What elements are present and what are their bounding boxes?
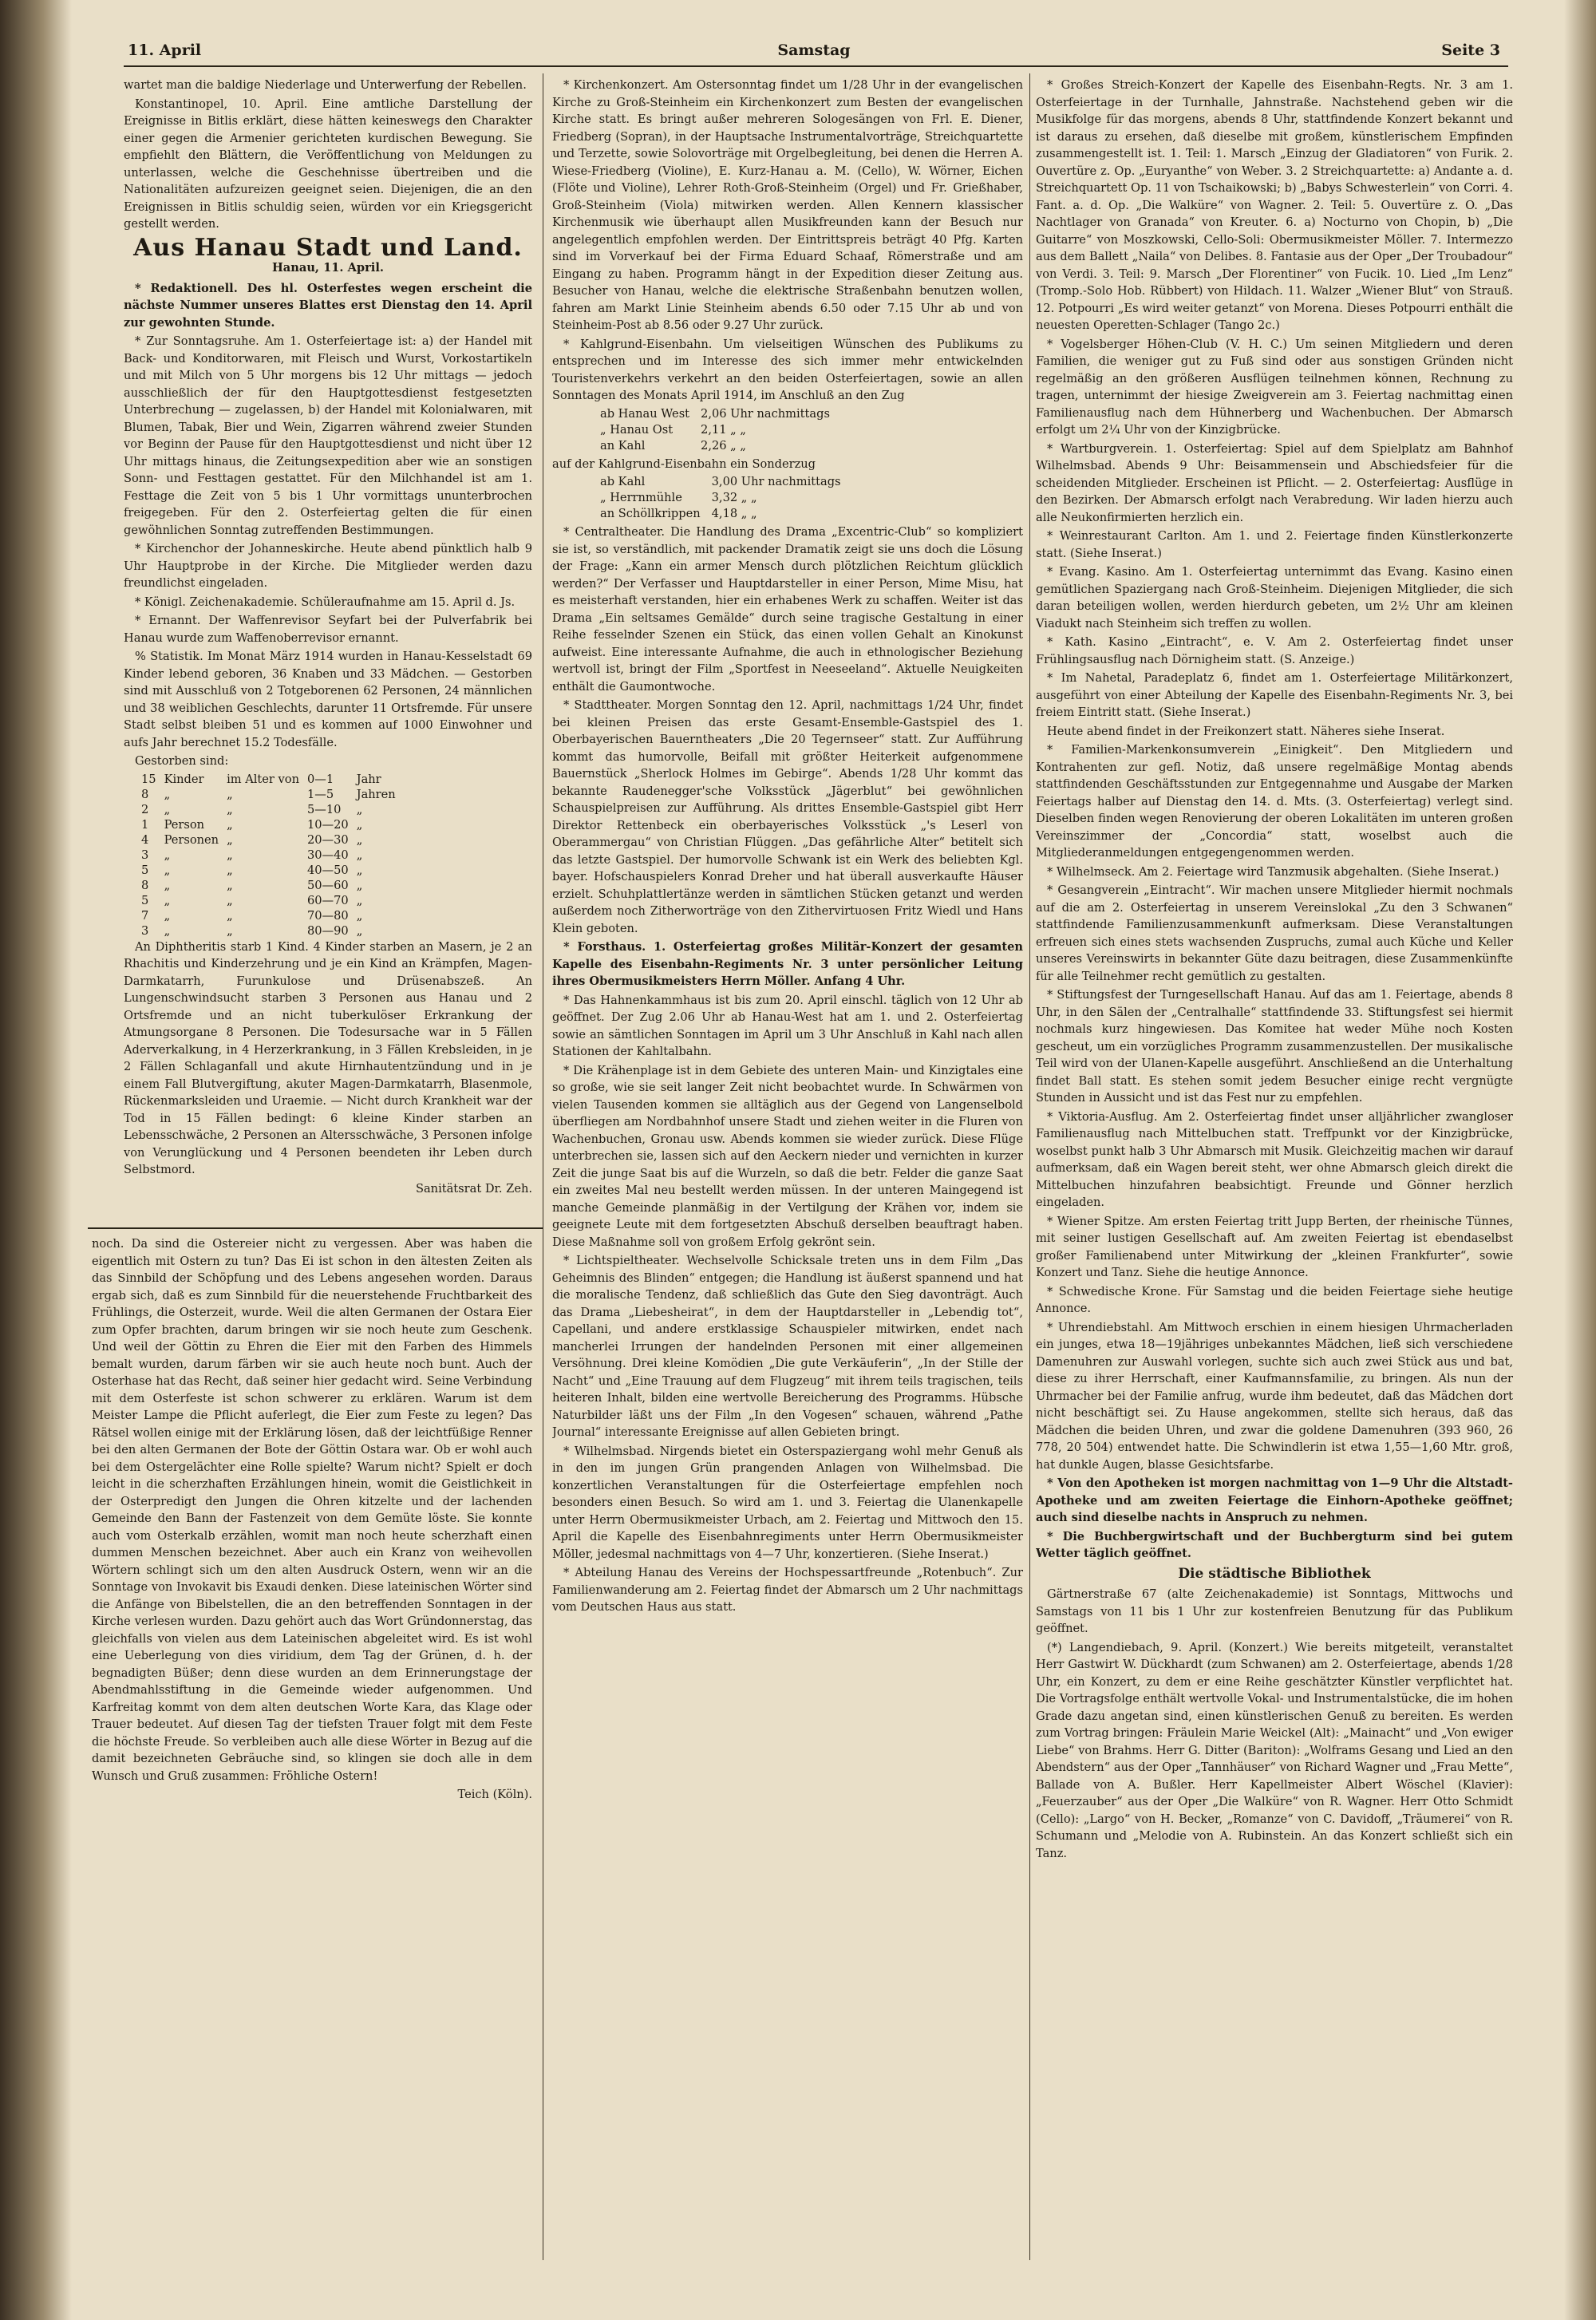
article-diphtheritis: An Diphtheritis starb 1 Kind. 4 Kinder starben an Masern, je 2 an Rhachitis und Kinderzehrung und je ein Kind an Krämpfen, Magen-Darmkatarrh, Furunkulose und Drüsenabszeß. An Lungenschwindsucht starben 3 Personen aus Hanau und 2 Ortsfremde und an nicht tuberkulöser Erkrankung der Atmungsorgane 8 Personen. Die Todesursache war in 5 Fällen Aderverkalkung, in 4 Herzerkrankung, in 3 Fällen Krebsleiden, in je 2 Fällen Schlaganfall und akute Hirnhautentzündung und in je einem Fall Blutvergiftung, akuter Magen-Darmkatarrh, Blasenmole, Rückenmarksleiden und Uraemie. — Nicht durch Krankheit war der Tod in 15 Fällen bedingt: 6 kleine Kinder starben an Lebensschwäche, 2 Personen an Altersschwäche, 3 Personen infolge von Verunglückung und 4 Personen beendeten ihr Leben durch Selbstmord. xyxy=(124,939,532,1176)
article-heute-abend: Heute abend findet in der Freikonzert statt. Näheres siehe Inserat. xyxy=(1047,724,1445,738)
article-langendiebach: (*) Langendiebach, 9. April. (Konzert.) Wie bereits mitgeteilt, veranstaltet Herr Gastwirt W. Dückhardt (zum Schwanen) am 2. Osterfeiertage, abends 1/28 Uhr, ein Konzert, zu dem er eine Reihe geschätzter Künstler verpflichtet hat. Die Vortragsfolge enthält wertvolle Vokal- und Instrumentalstücke, die im hohen Grade dazu angetan sind, einen künstlerischen Genuß zu bereiten. Es werden zum Vortrag bringen: Fräulein Marie Weickel (Alt): „Mainacht“ und „Von ewiger Liebe“ von Brahms. Herr G. Ditter (Bariton): „Wolframs Gesang und Lied an den Abendstern“ aus der Oper „Tannhäuser“ von Richard Wagner und „Frau Mette“, Ballade von A. Bußler. Herr Kapellmeister Albert Wöschel (Klavier): „Feuerzauber“ aus der Oper „Die Walküre“ von R. Wagner. Herr Otto Schmidt (Cello): „Largo“ von H. Becker, „Romanze“ von C. Davidoff, „Träumerei“ von R. Schumann und „Melodie von A. Rubinstein. An das Konzert schließt sich ein Tanz. xyxy=(1036,1640,1513,1860)
table-cell: 3,00 Uhr nachmittags xyxy=(711,475,841,488)
article-paragraph: wartet man die baldige Niederlage und Unterwerfung der Rebellen. xyxy=(124,78,527,92)
table-cell: 2,11 „ „ xyxy=(701,422,746,437)
table-cell: 40—50 xyxy=(306,863,349,877)
timetable-1 xyxy=(600,406,841,454)
article-sonntagsruhe: * Zur Sonntagsruhe. Am 1. Osterfeiertage ist: a) der Handel mit Back- und Konditorwaren, mit Fleisch und Wurst, Vorkostartikeln und mit Milch von 5 Uhr morgens bis 12 Uhr mittags — jedoch ausschließlich der für den Hauptgottesdienst festgesetzten Unterbrechung — zugelassen, b) der Handel mit Kolonialwaren, mit Blumen, Tabak, Bier und Wein, Zigarren während zweier Stunden vor Beginn der Pause für den Hauptgottesdienst und nicht über 12 Uhr mittags hinaus, die Zeitungsexpedition aber wie an sonstigen Sonn- und Festtagen gestattet. Für den Milchhandel ist am 1. Festtage die Zeit von 5 bis 1 Uhr vormittags ununterbrochen freigegeben. Für den 2. Osterfeiertag gelten die für einen gewöhnlichen Sonntag zutreffenden Bestimmungen. xyxy=(124,334,532,537)
table-cell: „ xyxy=(164,908,171,923)
table-cell: „ xyxy=(356,802,363,816)
table-cell: 70—80 xyxy=(306,908,349,923)
column-3 xyxy=(1036,77,1513,2247)
header-page-number: Seite 3 xyxy=(1441,41,1500,59)
table-cell: 4 xyxy=(141,832,149,847)
table-cell: „ xyxy=(356,908,363,923)
table-cell: „ xyxy=(227,787,233,801)
table-cell: ab Hanau West xyxy=(600,406,690,421)
table-cell: „ xyxy=(356,863,363,877)
statistics-row xyxy=(141,878,404,893)
table-cell: 8 xyxy=(141,878,149,892)
column-divider xyxy=(1029,73,1030,2260)
table-cell: „ xyxy=(356,832,363,847)
article-weinrestaurant: * Weinrestaurant Carlton. Am 1. und 2. Feiertage finden Künstlerkonzerte statt. (Siehe Inserat.) xyxy=(1036,529,1513,560)
page-edge-shadow xyxy=(1564,0,1596,2320)
table-cell: 0—1 xyxy=(306,772,334,786)
table-cell: 2,06 Uhr nachmittags xyxy=(701,406,830,421)
article-hahnenkamm: * Das Hahnenkammhaus ist bis zum 20. April einschl. täglich von 12 Uhr ab geöffnet. Der Zug 2.06 Uhr ab Hanau-West hat am 1. und 2. Osterfeiertag sowie an sämtlichen Sonntagen im April um 3 Uhr Anschluß in Kahl nach allen Stationen der Kahltalbahn. xyxy=(552,993,1023,1058)
article-statistik: % Statistik. Im Monat März 1914 wurden in Hanau-Kesselstadt 69 Kinder lebend geboren, 36 Knaben und 33 Mädchen. — Gestorben sind mit Ausschluß von 2 Totgeborenen 62 Personen, 24 männlichen und 38 weiblichen Geschlechts, darunter 11 Ortsfremde. Für unsere Stadt selbst bleiben 51 und es kommen auf 1000 Einwohner und aufs Jahr berechnet 15.2 Todesfälle. xyxy=(124,650,532,749)
table-cell: „ Herrnmühle xyxy=(600,491,682,504)
article-viktoria: * Viktoria-Ausflug. Am 2. Osterfeiertag findet unser alljährlicher zwangloser Familienausflug nach Mittelbuchen statt. Treffpunkt vor der Kinzigbrücke, woselbst punkt halb 3 Uhr Abmarsch mit Musik. Gleichzeitig machen wir darauf aufmerksam, daß ein Wagen bereit steht, wer ohne Abmarsch gleich direkt die Mittelbuchen hinzufahren beabsichtigt. Freunde und Gönner herzlich eingeladen. xyxy=(1036,1109,1513,1209)
statistics-row xyxy=(141,908,404,923)
page-gutter-shadow xyxy=(0,0,72,2320)
timetable-row xyxy=(600,422,841,438)
table-cell: 10—20 xyxy=(306,817,349,832)
table-cell: Person xyxy=(164,817,205,832)
table-cell: 2,26 „ „ xyxy=(701,438,746,453)
article-forsthaus: * Forsthaus. 1. Osterfeiertag großes Militär-Konzert der gesamten Kapelle des Eisenbahn-Regiments Nr. 3 unter persönlicher Leitung ihres Obermusikmeisters Herrn Möller. Anfang 4 Uhr. xyxy=(552,940,1023,988)
statistics-table xyxy=(141,772,404,939)
statistics-row xyxy=(141,787,404,802)
article-wilhelmseck: * Wilhelmseck. Am 2. Feiertage wird Tanzmusik abgehalten. (Siehe Inserat.) xyxy=(1047,864,1499,879)
section-title: Aus Hanau Stadt und Land. xyxy=(133,233,523,262)
column-1 xyxy=(124,77,532,1222)
table-cell: Jahr xyxy=(356,772,381,786)
statistics-row xyxy=(141,923,404,939)
table-cell: Kinder xyxy=(164,772,204,786)
stat-label: Gestorben sind: xyxy=(135,754,229,768)
statistics-row xyxy=(141,817,404,832)
table-cell: „ xyxy=(356,817,363,832)
statistics-row xyxy=(141,832,404,848)
table-cell: 5 xyxy=(141,863,149,877)
table-cell: 4,18 „ „ xyxy=(711,507,757,520)
article-wilhelmsbad: * Wilhelmsbad. Nirgends bietet ein Osterspaziergang wohl mehr Genuß als in den im jungen Grün prangenden Anlagen von Wilhelmsbad. Die konzertlichen Veranstaltungen für die Osterfeiertage empfehlen noch besonders einen Besuch. So wird am 1. und 3. Feiertag die Ulanenkapelle unter Herrn Obermusikmeister Urbach, am 2. Feiertag und Mittwoch den 15. April die Kapelle des Eisenbahnregiments unter Herrn Obermusikmeister Möller, jedesmal nachmittags von 4—7 Uhr, konzertieren. (Siehe Inserat.) xyxy=(552,1444,1023,1561)
article-gesangverein: * Gesangverein „Eintracht“. Wir machen unsere Mitglieder hiermit nochmals auf die am 2. Osterfeiertag in unserem Vereinslokal „Zu den 3 Schwanen“ stattfindende Familienzusammenkunft aufmerksam. Diese Veranstaltungen erfreuen sich eines stets wachsenden Zuspruchs, zumal auch Küche und Keller unseres Vereinswirts in bekannter Güte dazu beitragen, diese Zusammenkünfte für alle Teilnehmer recht gemütlich zu gestalten. xyxy=(1036,883,1513,983)
table-cell: „ xyxy=(164,863,171,877)
kahlgrund-sonderzug: auf der Kahlgrund-Eisenbahn ein Sonderzug xyxy=(552,456,816,471)
statistics-row xyxy=(141,848,404,863)
column-2 xyxy=(552,77,1023,2247)
article-wiener-spitze: * Wiener Spitze. Am ersten Feiertag tritt Jupp Berten, der rheinische Tünnes, mit seiner lustigen Gesellschaft auf. Am zweiten Feiertag ist ebendaselbst großer Familienabend unter Mitwirkung der „kleinen Frankfurter“, sowie Konzert und Tanz. Siehe die heutige Annonce. xyxy=(1036,1214,1513,1279)
article-wartburgverein: * Wartburgverein. 1. Osterfeiertag: Spiel auf dem Spielplatz am Bahnhof Wilhelmsbad. Abends 9 Uhr: Beisammensein und Abschiedsfeier für die scheidenden Mitglieder. Erscheinen ist Pflicht. — 2. Osterfeiertag: Ausflüge in den Bezirken. Der Abmarsch erfolgt nach Verabredung. Wir laden hierzu auch alle Neukonfirmierten herzlich ein. xyxy=(1036,441,1513,524)
article-kath-kasino: * Kath. Kasino „Eintracht“, e. V. Am 2. Osterfeiertag findet unser Frühlingsausflug nach Dörnigheim statt. (S. Anzeige.) xyxy=(1036,635,1513,666)
article-kirchenkonzert: * Kirchenkonzert. Am Ostersonntag findet um 1/28 Uhr in der evangelischen Kirche zu Groß-Steinheim ein Kirchenkonzert zum Besten der evangelischen Kirche statt. Es bringt außer mehreren Sologesängen von Frl. E. Diener, Friedberg (Sopran), in der Hauptsache Instrumentalvorträge, Streichquartette und Terzette, sowie Solovorträge mit Orgelbegleitung, bei denen die Herren A. Wiese-Friedberg (Violine), E. Kurz-Hanau a. M. (Cello), W. Wörner, Eichen (Flöte und Violine), Lehrer Roth-Groß-Steinheim (Orgel) und Fr. Grießhaber, Groß-Steinheim (Viola) mitwirken werden. Allen Kennern klassischer Kirchenmusik wie überhaupt allen Musikfreunden kann der Besuch nur angelegentlich empfohlen werden. Der Eintrittspreis beträgt 40 Pfg. Karten sind im Vorverkauf bei der Firma Eduard Schaaf, Römerstraße und am Eingang zu haben. Programm hängt in der Expedition dieser Zeitung aus. Besucher von Hanau, welche die elektrische Straßenbahn benutzen wollen, fahren am Markt Linie Steinheim abends 6.50 oder 7.15 Uhr ab und von Steinheim-Post ab 8.56 oder 9.27 Uhr zurück. xyxy=(552,78,1023,332)
article-stadttheater: * Stadttheater. Morgen Sonntag den 12. April, nachmittags 1/24 Uhr, findet bei kleinen Preisen das erste Gesamt-Ensemble-Gastspiel des 1. Oberbayerischen Bauerntheaters „Die 20 Tegernseer“ statt. Zur Aufführung kommt das humorvolle, Beifall mit größter Heiterkeit aufgenommene Bauernstück „Sherlock Holmes im Gebirge“. Abends 1/28 Uhr kommt das bekannte Raudenegger'sche Volksstück „Jägerblut“ bei gewöhnlichen Schauspielpreisen zur Aufführung. Als drittes Ensemble-Gastspiel gibt Herr Direktor Rettenbeck ein oberbayerisches Volksstück „'s Leserl von Oberammergau“ von Christian Flüggen. „Das gefährliche Alter“ betitelt sich das letzte Gastspiel. Der humorvolle Schwank ist ein Werk des beliebten Kgl. bayer. Hofschauspielers Konrad Dreher und hat überall ausverkaufte Häuser erzielt. Schuhplattlertänze werden in sämtlichen Stücken getanzt und werden außerdem noch Zitherworträge von den Zithervirtuosen Fritz Wiedl und Hans Klein geboten. xyxy=(552,698,1023,935)
feuilleton-text: noch. Da sind die Ostereier nicht zu vergessen. Aber was haben die eigentlich mit Ostern zu tun? Das Ei ist schon in den ältesten Zeiten als das Sinnbild der Schöpfung und des Lebens angesehen worden. Daraus ergab sich, daß es zum Sinnbild für die neuerstehende Fruchtbarkeit des Frühlings, die Osterzeit, wurde. Weil die alten Germanen der Ostara Eier zum Opfer brachten, darum bringen wir sie noch heute zum Geschenk. Und weil der Göttin zu Ehren die Eier mit den Farben des Himmels bemalt wurden, darum färben wir sie auch heute noch bunt. Auch der Osterhase hat das Recht, daß seiner hier gedacht wird. Seine Verbindung mit dem Osterfeste ist schon schwerer zu erklären. Warum ist dem Meister Lampe die Pflicht auferlegt, die Eier zum Feste zu legen? Das Rätsel wollen einige mit der Erklärung lösen, daß der leichtfüßige Renner bei den alten Germanen der Bote der Göttin Ostara war. Ob er wohl auch bei dem Ostergelächter eine Rolle spielte? Warum nicht? Spielt er doch leicht in die scherzhaften Erzählungen hinein, womit die Geistlichkeit in der Osterpredigt den Jungen die Ohren kitzelte und der lachenden Gemeinde den Bann der Fastenzeit von dem Gemüte löste. Sie konnte auch vom Osterkalb erzählen, womit man noch heute scherzhaft einen dummen Menschen bezeichnet. Aber auch ein Kranz von weihevollen Wörtern schlingt sich um den alten Ausdruck Ostern, wenn wir an die Sonntage von Invokavit bis Exaudi denken. Diese lateinischen Wörter sind die Anfänge von Bibelstellen, die an den betreffenden Sonntagen in der Kirche verlesen wurden. Dazu gehört auch das Wort Gründonnerstag, das gleichfalls von vielen aus dem Lateinischen abgeleitet wird. Es ist wohl eine Ueberlegung von dies viridium, dem Tag der Grünen, d. h. der begnadigten Büßer; denn diese wurden an dem Erinnerungstage der Abendmahlsstiftung in die Gemeinde wieder aufgenommen. Und Karfreitag kommt von dem alten deutschen Worte Kara, das Klage oder Trauer bedeutet. Auf diesen Tag der tiefsten Trauer folgt mit dem Feste die höchste Freude. So verbleiben auch alle diese Wörter in Bezug auf die damit bezeichneten Gebräuche sind, so klingen sie doch alle in dem Wunsch und Gruß zusammen: Fröhliche Ostern! xyxy=(92,1237,532,1783)
table-cell: an Schöllkrippen xyxy=(600,507,701,520)
statistics-row xyxy=(141,772,404,787)
table-cell: „ xyxy=(164,878,171,892)
article-zeichenakademie: * Königl. Zeichenakademie. Schüleraufnahme am 15. April d. Js. xyxy=(135,595,516,609)
article-abteilung: * Abteilung Hanau des Vereins der Hochspessartfreunde „Rotenbuch“. Zur Familienwanderung am 2. Feiertag findet der Abmarsch um 2 Uhr nachmittags vom Deutschen Haus aus statt. xyxy=(552,1566,1023,1614)
table-cell: an Kahl xyxy=(600,438,646,453)
article-apotheken: * Von den Apotheken ist morgen nachmittag von 1—9 Uhr die Altstadt-Apotheke und am zweiten Feiertage die Einhorn-Apotheke geöffnet; auch sind dieselbe nachts in Anspruch zu nehmen. xyxy=(1036,1476,1513,1524)
column-1-feuilleton xyxy=(92,1235,532,2247)
statistics-row xyxy=(141,802,404,817)
timetable-row xyxy=(600,490,852,506)
timetable-row xyxy=(600,406,841,422)
table-cell: 60—70 xyxy=(306,893,349,907)
section-rule xyxy=(88,1227,543,1229)
table-cell: „ xyxy=(164,787,171,801)
timetable-row xyxy=(600,474,852,490)
article-streichkonzert: * Großes Streich-Konzert der Kapelle des Eisenbahn-Regts. Nr. 3 am 1. Osterfeiertage in der Turnhalle, Jahnstraße. Nachstehend geben wir die Musikfolge für das morgens, abends 8 Uhr, stattfindende Konzert bekannt und ist daraus zu ersehen, daß dieselbe mit großem, künstlerischem Empfinden zusammengestellt ist. 1. Teil: 1. Marsch „Einzug der Gladiatoren“ von Furik. 2. Ouvertüre z. Op. „Euryanthe“ von Weber. 3. 2 Streichquartette: a) Andante a. d. Streichquartett Op. 11 von Tschaikowski; b) „Babys Schwesterlein“ von Corri. 4. Fant. a. d. Op. „Die Walküre“ von Wagner. 2. Teil: 5. Ouvertüre z. O. „Das Nachtlager von Granada“ von Kreuter. 6. a) Nocturno von Chopin, b) „Die Guitarre“ von Moszkowski, Cello-Soli: Obermusikmeister Möller. 7. Intermezzo aus dem Ballett „Naila“ von Delibes. 8. Fantasie aus der Oper „Der Troubadour“ von Verdi. 3. Teil: 9. Marsch „Der Florentiner“ von Fucik. 10. Lied „Im Lenz“ (Tromp.-Solo Hob. Rübbert) von Hildach. 11. Walzer „Wiener Blut“ von Strauß. 12. Potpourri „Es wird weiter getanzt“ von Morena. Dieses Potpourri enthält die neuesten Operetten-Schlager (Tango 2c.) xyxy=(1036,78,1513,332)
table-cell: „ xyxy=(356,848,363,862)
table-cell: „ xyxy=(164,923,171,938)
article-evang-kasino: * Evang. Kasino. Am 1. Osterfeiertag unternimmt das Evang. Kasino einen gemütlichen Spaziergang nach Groß-Steinheim. Diejenigen Mitglieder, die sich daran beteiligen wollen, werden hierdurch gebeten, um 2½ Uhr am kleinen Viadukt nach Steinheim sich treffen zu wollen. xyxy=(1036,565,1513,630)
article-schwedische-krone: * Schwedische Krone. Für Samstag und die beiden Feiertage siehe heutige Annonce. xyxy=(1036,1284,1513,1315)
table-cell: ab Kahl xyxy=(600,475,646,488)
table-cell: 8 xyxy=(141,787,149,801)
article-lichtspieltheater: * Lichtspieltheater. Wechselvolle Schicksale treten uns in dem Film „Das Geheimnis des Blinden“ entgegen; die Handlung ist äußerst spannend und hat die moralische Tendenz, daß schließlich das Gute den Sieg davonträgt. Auch das Drama „Liebesheirat“, in dem der Hauptdarsteller in „Lebendig tot“, Capellani, und andere erstklassige Schauspieler mitwirken, endet nach mancherlei Irrungen der handelnden Personen mit einer allgemeinen Versöhnung. Drei kleine Komödien „Die gute Verkäuferin“, „In der Stille der Nacht“ und „Eine Trauung auf dem Flugzeug“ mit ihrem teils tragischen, teils heiteren Inhalt, bilden eine wertvolle Bereicherung des Programms. Hübsche Naturbilder läßt uns der Film „In den Vogesen“ schauen, während „Pathe Journal“ interessante Ereignisse auf allen Gebieten bringt. xyxy=(552,1254,1023,1439)
table-cell: „ Hanau Ost xyxy=(600,422,674,437)
table-cell: 7 xyxy=(141,908,149,923)
header-rule xyxy=(124,65,1508,67)
statistics-row xyxy=(141,863,404,878)
table-cell: „ xyxy=(164,893,171,907)
table-cell: 1 xyxy=(141,817,149,832)
article-kirchenchor: * Kirchenchor der Johanneskirche. Heute abend pünktlich halb 9 Uhr Hauptprobe in der Kirche. Die Mitglieder werden dazu freundlichst eingeladen. xyxy=(124,542,532,590)
table-cell: „ xyxy=(227,893,233,907)
header-date: 11. April xyxy=(128,41,202,59)
table-cell: „ xyxy=(227,832,233,847)
table-cell: 20—30 xyxy=(306,832,349,847)
library-title: Die städtische Bibliothek xyxy=(1178,1565,1371,1582)
table-cell: 3,32 „ „ xyxy=(711,491,757,504)
article-nahetal: * Im Nahetal, Paradeplatz 6, findet am 1. Osterfeiertage Militärkonzert, ausgeführt von einer Abteilung der Kapelle des Eisenbahn-Regiments Nr. 3, bei freiem Eintritt statt. (Siehe Inserat.) xyxy=(1036,671,1513,719)
table-cell: „ xyxy=(164,802,171,816)
signature: Sanitätsrat Dr. Zeh. xyxy=(415,1181,532,1196)
article-centraltheater: * Centraltheater. Die Handlung des Drama „Excentric-Club“ so kompliziert sie ist, so verständlich, mit packender Dramatik zeigt sie uns doch die Lösung der Frage: „Kann ein armer Mensch durch plötzlichen Reichtum glücklich werden?“ Der Verfasser und Hauptdarsteller in einer Person, Mime Misu, hat es meisterhaft verstanden, hier ein erhabenes Werk zu schaffen. Weiter ist das Drama „Ein seltsames Gemälde“ durch seine tragische Gestaltung in einer Reihe fesselnder Szenen ein Stück, das einen vollen Gehalt an Kinokunst aufweist. Eine interessante Aufnahme, die auch in ethnologischer Beziehung wertvoll ist, bringt der Film „Sportfest in Neeseeland“. Aktuelle Neuigkeiten enthält die Gaumontwoche. xyxy=(552,525,1023,694)
table-cell: 2 xyxy=(141,802,149,816)
table-cell: „ xyxy=(356,893,363,907)
statistics-row xyxy=(141,893,404,908)
table-cell: 3 xyxy=(141,923,149,938)
table-cell: 50—60 xyxy=(306,878,349,892)
article-redaktionell: * Redaktionell. Des hl. Osterfestes wegen erscheint die nächste Nummer unseres Blattes erst Dienstag den 14. April zur gewohnten Stunde. xyxy=(124,281,532,330)
table-cell: „ xyxy=(227,878,233,892)
table-cell: 3 xyxy=(141,848,149,862)
article-buchberg: * Die Buchbergwirtschaft und der Buchbergturm sind bei gutem Wetter täglich geöffnet. xyxy=(1036,1529,1513,1560)
table-cell: 80—90 xyxy=(306,923,349,938)
table-cell: 5—10 xyxy=(306,802,342,816)
table-cell: 30—40 xyxy=(306,848,349,862)
table-cell: im Alter von xyxy=(227,772,299,786)
table-cell: „ xyxy=(164,848,171,862)
article-kraehenplage: * Die Krähenplage ist in dem Gebiete des unteren Main- und Kinzigtales eine so große, wie sie seit langer Zeit nicht beobachtet wurde. In Schwärmen von vielen Tausenden kommen sie alltäglich aus der Gegend von Langenselbold überfliegen am Nordbahnhof unsere Stadt und ziehen weiter in die Fluren von Wachenbuchen, Gronau usw. Abends kommen sie wieder zurück. Diese Flüge unterbrechen sie, lassen sich auf den Aeckern nieder und vernichten in kurzer Zeit die junge Saat bis auf die Wurzeln, so daß die betr. Felder die ganze Saat ein zweites Mal neu bestellt werden müssen. In der unteren Maingegend ist manche Gemeinde planmäßig in der Vertilgung der Krähen vor, indem sie geeignete Leute mit dem fortgesetzten Abschuß derselben beauftragt haben. Diese Maßnahme soll von großem Erfolg gekrönt sein. xyxy=(552,1063,1023,1249)
article-familien: * Familien-Markenkonsumverein „Einigkeit“. Den Mitgliedern und Kontrahenten zur gefl. Notiz, daß unsere regelmäßige Montag abends stattfindenden Geschäftsstunden zur Entgegennahme und Ausgabe der Marken Feiertags halber auf Dienstag den 14. d. Mts. (3. Osterfeiertag) verlegt sind. Dieselben finden wegen Renovierung der oberen Lokalitäten im unteren großen Vereinszimmer der „Concordia“ statt, woselbst auch die Mitgliederanmeldungen entgegengenommen werden. xyxy=(1036,743,1513,860)
table-cell: „ xyxy=(227,923,233,938)
table-cell: 1—5 xyxy=(306,787,334,801)
article-konstantinopel: Konstantinopel, 10. April. Eine amtliche Darstellung der Ereignisse in Bitlis erklärt, diese hätten keineswegs den Charakter einer gegen die Armenier gerichteten kurdischen Bewegung. Sie empfiehlt den Blättern, die Veröffentlichung von Meldungen zu unterlassen, welche die Geschehnisse übertreiben und die Nationalitäten aufzureizen geeignet seien. Diejenigen, die an den Ereignissen in Bitlis schuldig seien, würden vor ein Kriegsgericht gestellt werden. xyxy=(124,97,532,231)
article-turngesellschaft: * Stiftungsfest der Turngesellschaft Hanau. Auf das am 1. Feiertage, abends 8 Uhr, in den Sälen der „Centralhalle“ stattfindende 33. Stiftungsfest sei hiermit nochmals kurz hingewiesen. Das Komitee hat weder Mühe noch Kosten gescheut, um ein vorzügliches Programm zusammenzustellen. Der musikalische Teil wird von der Ulanen-Kapelle ausgeführt. Anschließend an die Unterhaltung findet Ball statt. Es stehen somit jedem Besucher einige recht vergnügte Stunden in Aussicht und ist das Fest nur zu empfehlen. xyxy=(1036,988,1513,1105)
table-cell: 15 xyxy=(141,772,156,786)
table-cell: „ xyxy=(227,817,233,832)
dateline: Hanau, 11. April. xyxy=(272,261,384,275)
table-cell: „ xyxy=(227,908,233,923)
article-uhrendiebstahl: * Uhrendiebstahl. Am Mittwoch erschien in einem hiesigen Uhrmacherladen ein junges, etwa 18—19jähriges unbekanntes Mädchen, ließ sich verschiedene Damenuhren zur Auswahl vorlegen, suchte sich auch zwei Stück aus und bat, diese zu ihrer Herrschaft, einer Kaufmannsfamilie, zu bringen. Als nun der Uhrmacher bei der Familie anfrug, wurde ihm bedeutet, daß das Mädchen dort nicht beschäftigt sei. Zu Hause angekommen, stellte sich heraus, daß das Mädchen die beiden Uhren, und zwar die goldene Damenuhren (393 960, 26 778, 20 504) entwendet hatte. Die Schwindlerin ist etwa 1,55—1,60 Mtr. groß, hat dunkle Augen, blasse Gesichtsfarbe. xyxy=(1036,1320,1513,1472)
table-cell: „ xyxy=(356,878,363,892)
article-vogelsberger: * Vogelsberger Höhen-Club (V. H. C.) Um seinen Mitgliedern und deren Familien, die weniger gut zu Fuß sind oder aus sonstigen Gründen nicht regelmäßig an den größeren Ausflügen teilnehmen können, Rechnung zu tragen, unternimmt der hiesige Zweigverein am 3. Feiertag nachmittag einen Familienausflug nach dem Hühnerberg und Wachenbuchen. Der Abmarsch erfolgt um 2¼ Uhr von der Kinzigbrücke. xyxy=(1036,337,1513,437)
article-kahlgrund: * Kahlgrund-Eisenbahn. Um vielseitigen Wünschen des Publikums zu entsprechen und im Interesse des sich immer mehr entwickelnden Touristenverkehrs verkehrt an den beiden Osterfeiertagen, sowie an allen Sonntagen des Monats April 1914, im Anschluß an den Zug xyxy=(552,337,1023,402)
table-cell: „ xyxy=(227,863,233,877)
table-cell: „ xyxy=(227,848,233,862)
table-cell: Personen xyxy=(164,832,219,847)
feuilleton-signature: Teich (Köln). xyxy=(457,1788,532,1801)
article-bibliothek: Gärtnerstraße 67 (alte Zeichenakademie) ist Sonntags, Mittwochs und Samstags von 11 bis 1 Uhr zur kostenfreien Benutzung für das Publikum geöffnet. xyxy=(1036,1587,1513,1635)
page-header xyxy=(128,41,1500,62)
table-cell: „ xyxy=(227,802,233,816)
table-cell: „ xyxy=(356,923,363,938)
timetable-row xyxy=(600,438,841,454)
timetable-2 xyxy=(600,474,852,522)
table-cell: 5 xyxy=(141,893,149,907)
table-cell: Jahren xyxy=(356,787,396,801)
header-day: Samstag xyxy=(777,41,851,59)
timetable-row xyxy=(600,506,852,522)
article-ernannt: * Ernannt. Der Waffenrevisor Seyfart bei der Pulverfabrik bei Hanau wurde zum Waffenoberrevisor ernannt. xyxy=(124,614,532,645)
